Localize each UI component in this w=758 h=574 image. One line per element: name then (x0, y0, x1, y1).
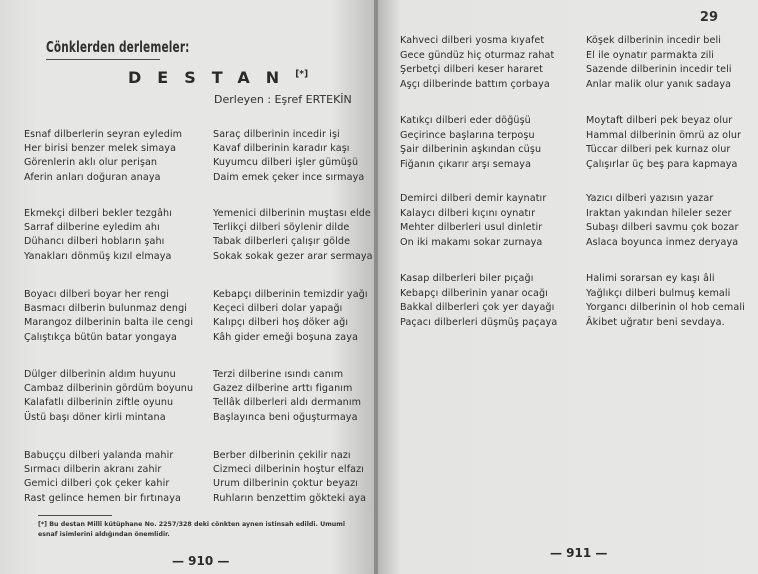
verse-line: Gazez dilberine arttı figanım (213, 383, 353, 395)
page-number-right: — 911 — (550, 546, 608, 560)
verse-line: Ruhların benzettim gökteki aya (213, 492, 367, 504)
verse-line: Aşçı dilberinde battım çorbaya (400, 78, 550, 90)
verse-line: Çalıştıkça bütün batar yongaya (24, 331, 177, 343)
verse-line: Köşek dilberinin incedir beli (586, 35, 721, 46)
verse-line: Bakkal dilberleri çok yer dayağı (400, 302, 555, 314)
verse-line: Terlikçi dilberi söylenir dilde (213, 222, 350, 234)
verse-line: Kalaycı dilberi kıçını oynatır (400, 207, 536, 219)
verse-line: Yanakları dönmüş kızıl elmaya (24, 250, 172, 262)
verse-line: Şair dilberinin aşkından cüşu (400, 144, 542, 156)
verse-line: Dühancı dilberi hobların şahı (24, 236, 165, 248)
footnote: [*] Bu destan Millî kütüphane No. 2257/328 deki cönkten aynen istinsah edildi. Umumî esnaf isimlerini aldığından önemlidir. (38, 521, 346, 538)
verse-line: Sokak sokak gezer arar sermaya (213, 250, 373, 262)
verse-line: Âkibet uğratır beni sevdaya. (586, 316, 725, 328)
verse-line: Her birisi benzer melek simaya (24, 143, 177, 155)
verse-line: Moytaft dilberi pek beyaz olur (586, 115, 733, 126)
verse-line: Üstü başı döner kirli mintana (24, 411, 166, 423)
verse-line: Kalafatlı dilberinin ziftle oyunu (24, 397, 174, 409)
verse-line: Kavaf dilberinin karadır kaşı (213, 143, 350, 155)
right-page (378, 0, 758, 574)
verse-line: Daim emek çeker ince sırmaya (213, 171, 365, 183)
verse-line: Babuççu dilberi yalanda mahir (24, 450, 174, 461)
verse-line: Aferin anları doğuran anaya (24, 171, 161, 183)
verse-line: Gece gündüz hiç oturmaz rahat (400, 49, 555, 61)
verse-line: Demirci dilberi demir kaynatır (400, 193, 547, 204)
verse-line: Berber dilberinin çekilir nazı (213, 450, 351, 461)
title-footnote-mark: [*] (295, 69, 309, 80)
verse-line: El ile oynatır parmakta zili (586, 49, 715, 61)
verse-line: Kahveci dilberi yosma kıyafet (400, 35, 545, 46)
verse-line: Kebapçı dilberinin temizdir yağı (213, 289, 368, 300)
verse-line: Geçirince başlarına terpoşu (400, 129, 535, 141)
verse-line: Yazıcı dilberi yazısın yazar (586, 193, 714, 204)
corner-number: 29 (699, 10, 718, 25)
header-underline (46, 59, 160, 60)
verse-line: Ekmekçi dilberi bekler tezgâhı (24, 208, 173, 219)
verse-line: Yorgancı dilberinin ol hob cemali (586, 302, 745, 314)
verse-line: Başlayınca beni oğuşturmaya (213, 411, 358, 423)
verse-line: Basmacı dilberin bulunmaz dengi (24, 303, 188, 315)
verse-line: Tabak dilberleri çalışır gölde (213, 236, 351, 248)
verse-line: Sazende dilberinin incedir teli (586, 64, 732, 76)
verse-line: Marangoz dilberinin balta ile cengi (24, 317, 194, 329)
verse-line: Tüccar dilberi pek kurnaz olur (586, 144, 731, 156)
verse-line: Sırmacı dilberin akranı zahir (24, 464, 162, 476)
verse-line: Kalıpçı dilberi hoş döker ağı (213, 317, 349, 329)
verse-line: Kasap dilberleri biler pıçağı (400, 273, 534, 284)
verse-line: Mehter dilberleri usul dinletir (400, 222, 543, 234)
verse-line: Rast gelince hemen bir fırtınaya (24, 492, 182, 504)
verse-line: Yemenici dilberinin muştası elde (213, 208, 371, 219)
compiler-credit: Derleyen : Eşref ERTEKİN (214, 93, 352, 106)
verse-line: Paçacı dilberleri düşmüş paçaya (400, 316, 558, 328)
verse-line: Esnaf dilberlerin seyran eyledim (24, 129, 183, 140)
verse-line: Cizmeci dilberinin hoştur elfazı (213, 464, 365, 476)
verse-line: Dülger dilberinin aldım huyunu (24, 369, 176, 380)
verse-line: Fiğanın çıkarır arşı semaya (400, 158, 532, 170)
verse-line: Şerbetçi dilberi keser hararet (400, 64, 543, 76)
verse-line: Hammal dilberinin ömrü az olur (586, 129, 742, 141)
verse-line: Çalışırlar üç beş para kapmaya (586, 158, 738, 170)
verse-line: Sarraf dilberine eyledim ahı (24, 222, 160, 234)
verse-line: Görenlerin aklı olur perişan (24, 157, 158, 169)
verse-line: Kuyumcu dilberi işler gümüşü (213, 157, 359, 169)
verse-line: Kâh gider emeği boşuna zaya (213, 331, 359, 343)
verse-line: Urum dilberinin çoktur beyazı (213, 478, 359, 490)
verse-line: Aslaca boyunca inmez deryaya (586, 236, 739, 248)
verse-line: Halimi sorarsan ey kaşı âli (586, 273, 715, 284)
verse-line: Gemici dilberi çok çeker kahir (24, 478, 170, 490)
verse-line: Saraç dilberinin incedir işi (213, 129, 340, 140)
verse-line: Anlar malik olur yanık sadaya (586, 78, 732, 90)
verse-line: Cambaz dilberinin gördüm boyunu (24, 383, 194, 395)
page-number-left: — 910 — (172, 554, 230, 568)
verse-line: Boyacı dilberi boyar her rengi (24, 289, 170, 300)
verse-line: On iki makamı sokar zurnaya (400, 236, 543, 248)
verse-line: Tellâk dilberleri aldı dermanım (213, 397, 362, 409)
verse-line: Yağlıkçı dilberi bulmuş kemali (586, 287, 731, 299)
poem-title (128, 68, 308, 87)
footnote-rule (38, 515, 112, 516)
poem-title-text: DESTAN (128, 68, 296, 87)
verse-line: Terzi dilberine ısındı canım (213, 369, 344, 380)
left-page (0, 0, 376, 574)
verse-line: Katıkçı dilberi eder döğüşü (400, 115, 531, 126)
verse-line: Subaşı dilberi savmu çok bozar (586, 222, 739, 234)
verse-line: Kebapçı dilberinin yanar ocağı (400, 287, 548, 299)
verse-line: Iraktan yakından hileler sezer (586, 207, 732, 219)
section-header: Cönklerden derlemeler: (46, 38, 190, 56)
verse-line: Keçeci dilberi dolar yapağı (213, 303, 343, 315)
